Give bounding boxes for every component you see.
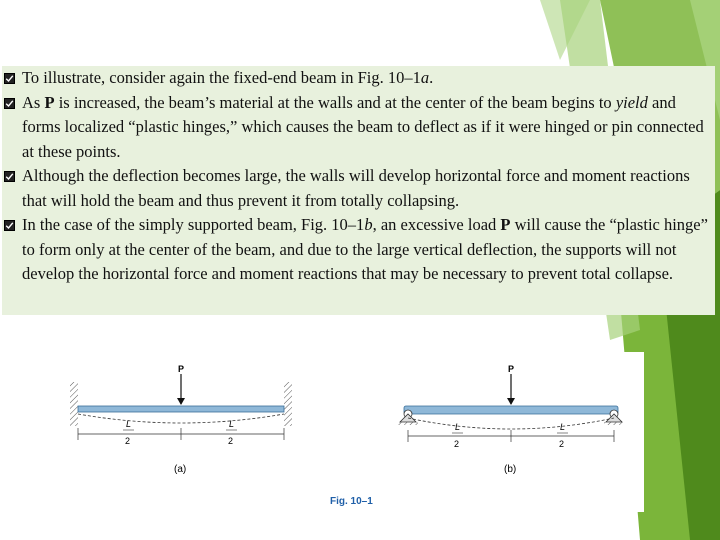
figure-a-label: (a) [174,464,187,475]
bullet-item [2,213,715,287]
figure-panel [64,352,644,512]
bullet-text-segment: P [44,92,55,112]
beam-a [78,406,284,412]
text-box [2,66,715,315]
bullet-text-segment: Although the deflection becomes large, the walls will develop horizontal force and moment reactions that will hold the beam and thus prevent it from totally collapsing. [22,166,690,210]
bullet-item [2,164,715,213]
bullet-text-segment: and forms localized “plastic hinges,” which causes the beam to deflect as if it were hinged or pin connected at these points. [22,92,704,161]
bullet-text-segment: . [429,68,434,87]
checkbox-bullet-icon [4,220,15,231]
half-span-num-a1: L [126,419,132,429]
checkbox-bullet-icon [4,98,15,109]
figure-caption: Fig. 10–1 [330,496,373,507]
bullet-item [2,66,715,91]
half-span-den-a2: 2 [228,436,234,446]
half-span-num-b2: L [560,422,566,432]
bullet-list [2,66,715,287]
half-span-num-b1: L [455,422,461,432]
load-label-b: P [508,364,515,374]
load-label-a: P [178,364,185,374]
bullet-item [2,91,715,165]
deflection-curve-a [78,414,284,423]
beam-b [404,406,618,414]
half-span-den-b1: 2 [454,439,460,449]
bullet-text-segment: a [420,68,430,87]
load-arrowhead-a [177,398,185,405]
load-arrowhead-b [507,398,515,405]
right-wall [284,382,292,426]
figure-a [70,364,292,475]
bullet-text-segment: will cause the “plastic hinge” to form only at the center of the beam, and due to the large vertical deflection, the supports will not develop the horizontal force and moment reactions that may be necessary to prevent total collapse. [22,215,708,283]
bullet-text-segment: To illustrate, consider again the fixed-end beam in Fig. 10–1 [22,68,421,87]
bullet-text-segment: b [364,215,373,234]
deflection-curve-b [408,418,614,429]
half-span-den-b2: 2 [559,439,565,449]
figure-b-label: (b) [504,464,517,475]
checkbox-bullet-icon [4,73,15,84]
bullet-text-segment: As [22,92,45,112]
bullet-text-segment: is increased, the beam’s material at the walls and at the center of the beam begins to [54,92,616,112]
figure-b [398,364,624,475]
beam-figure [64,352,644,512]
bullet-text-segment: P [500,215,511,234]
checkbox-bullet-icon [4,171,15,182]
half-span-num-a2: L [229,419,235,429]
half-span-den-a1: 2 [125,436,131,446]
left-wall [70,382,78,426]
bullet-text-segment: In the case of the simply supported beam, Fig. 10–1 [22,215,365,234]
bullet-text-segment: yield [615,92,648,112]
bullet-text-segment: , an excessive load [372,215,501,234]
